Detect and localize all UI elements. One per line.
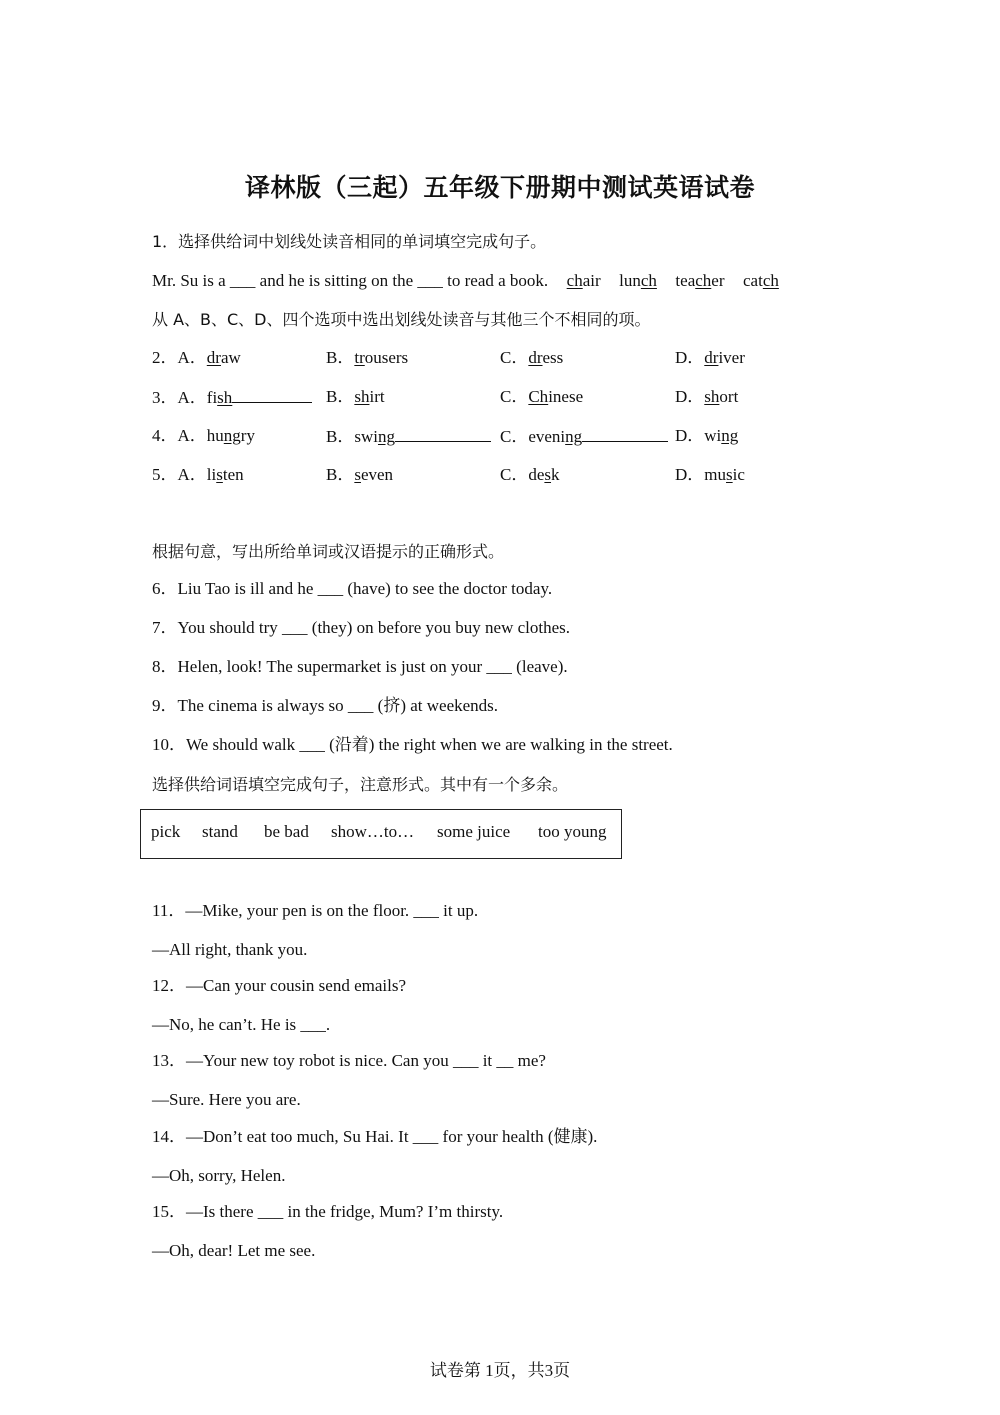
word-bank-item: pick xyxy=(151,822,181,841)
word-bank-item: show…to… xyxy=(331,822,415,841)
page-footer: 试卷第 1页，共3页 xyxy=(429,1361,571,1380)
q3-option-b: B．shirt xyxy=(326,387,385,406)
question-13: 13．—Your new toy robot is nice. Can you ___ it __ me? xyxy=(152,1051,546,1070)
q2-option-b: B．trousers xyxy=(326,348,409,367)
question-6: 6．Liu Tao is ill and he ___ (have) to see the doctor today. xyxy=(152,579,553,598)
q4-option-c: C．evening xyxy=(500,425,668,448)
q1-word-1: chair xyxy=(566,271,601,290)
question-15: 15．—Is there ___ in the fridge, Mum? I’m thirsty. xyxy=(152,1202,504,1221)
q4-option-a: 4．A．hungry xyxy=(152,426,255,445)
q5-option-d: D．music xyxy=(675,465,745,484)
question-10: 10．We should walk ___ (沿着) the right when we are walking in the street. xyxy=(152,735,673,754)
q1-word-4: catch xyxy=(743,271,779,290)
word-bank-item: some juice xyxy=(437,822,511,841)
q2-option-a: 2．A．draw xyxy=(152,348,241,367)
answer-14: —Oh, sorry, Helen. xyxy=(152,1166,286,1185)
q5-option-c: C．desk xyxy=(500,465,560,484)
section3-instruction: 根据句意，写出所给单词或汉语提示的正确形式。 xyxy=(152,542,505,561)
page-title: 译林版（三起）五年级下册期中测试英语试卷 xyxy=(244,173,755,202)
answer-12: —No, he can’t. He is ___. xyxy=(152,1015,331,1034)
answer-11: —All right, thank you. xyxy=(152,940,308,959)
section2-instruction: 从 A、B、C、D、四个选项中选出划线处读音与其他三个不相同的项。 xyxy=(152,310,651,329)
question-11: 11．—Mike, your pen is on the floor. ___ it up. xyxy=(152,901,479,920)
answer-15: —Oh, dear! Let me see. xyxy=(152,1241,316,1260)
word-bank-item: stand xyxy=(202,822,238,841)
q4-option-d: D．wing xyxy=(675,426,739,445)
question-7: 7．You should try ___ (they) on before you buy new clothes. xyxy=(152,618,571,637)
question-9: 9．The cinema is always so ___ (挤) at weekends. xyxy=(152,696,499,715)
word-bank-box xyxy=(140,809,622,859)
section4-instruction: 选择供给词语填空完成句子，注意形式。其中有一个多余。 xyxy=(152,775,569,794)
q1-instruction: 1．选择供给词中划线处读音相同的单词填空完成句子。 xyxy=(152,232,547,251)
q2-option-d: D．driver xyxy=(675,348,745,367)
q2-option-c: C．dress xyxy=(500,348,564,367)
question-8: 8．Helen, look! The supermarket is just on your ___ (leave). xyxy=(152,657,568,676)
answer-13: —Sure. Here you are. xyxy=(152,1090,301,1109)
q5-option-b: B．seven xyxy=(326,465,394,484)
question-12: 12．—Can your cousin send emails? xyxy=(152,976,407,995)
q1-word-3: teacher xyxy=(675,271,725,290)
q3-option-c: C．Chinese xyxy=(500,387,584,406)
word-bank-item: be bad xyxy=(264,822,309,841)
q1-word-2: lunch xyxy=(619,271,657,290)
q3-option-d: D．short xyxy=(675,387,739,406)
q5-option-a: 5．A．listen xyxy=(152,465,244,484)
question-14: 14．—Don’t eat too much, Su Hai. It ___ for your health (健康). xyxy=(152,1127,598,1146)
q4-option-b: B．swing xyxy=(326,425,491,448)
q1-sentence-row xyxy=(152,270,779,292)
q3-option-a: 3．A．fish xyxy=(152,386,312,409)
word-bank-item: too young xyxy=(538,822,607,841)
q1-sentence: Mr. Su is a ___ and he is sitting on the ___ to read a book. xyxy=(152,271,549,290)
